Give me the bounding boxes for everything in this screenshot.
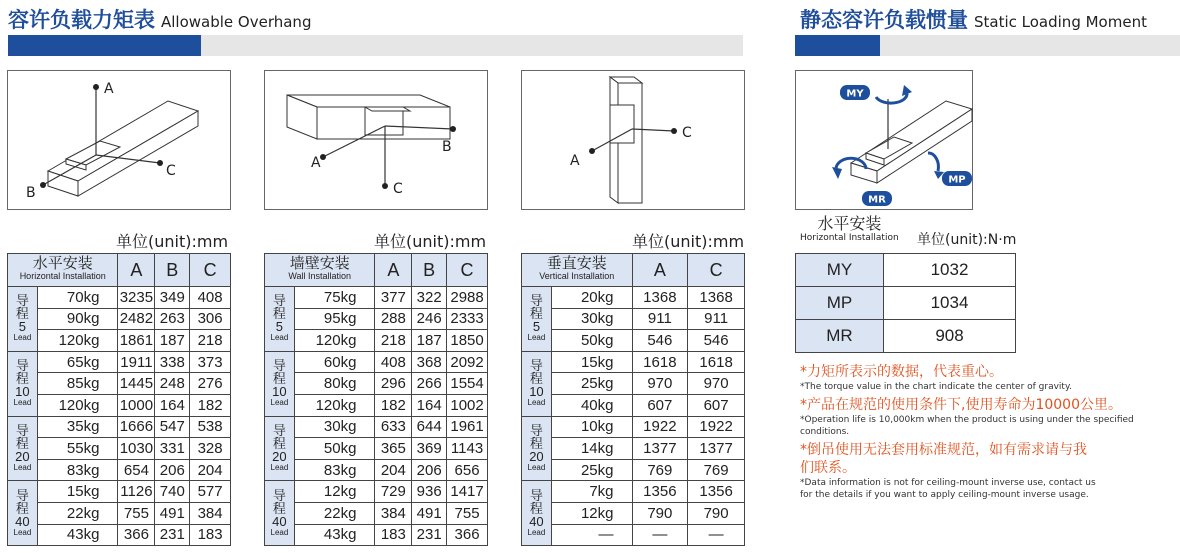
horizontal-install-diagram — [7, 70, 231, 210]
load-cell: 14kg — [551, 438, 632, 460]
value-cell: 369 — [412, 438, 447, 460]
value-cell: 1368 — [688, 287, 745, 309]
moment-title-zh: 静态容许负载惯量 — [800, 8, 968, 32]
load-cell: 50kg — [294, 438, 375, 460]
value-cell: 1377 — [688, 438, 745, 460]
label-my: MY — [846, 88, 864, 100]
moment-key: MR — [796, 320, 884, 353]
load-cell: 120kg — [37, 330, 118, 352]
value-cell: 491 — [412, 502, 447, 524]
col-header-c: C — [447, 254, 488, 287]
value-cell: 373 — [190, 351, 231, 373]
value-cell: 970 — [632, 373, 688, 395]
value-cell: 248 — [155, 373, 190, 395]
table-row — [522, 394, 745, 416]
load-cell: 10kg — [551, 416, 632, 438]
table-row — [265, 416, 488, 438]
table-row — [265, 459, 488, 481]
value-cell: 547 — [155, 416, 190, 438]
value-cell: — — [632, 524, 688, 546]
value-cell: 790 — [688, 502, 745, 524]
table-row — [522, 373, 745, 395]
load-cell: 43kg — [294, 524, 375, 546]
value-cell: 546 — [632, 330, 688, 352]
value-cell: 1850 — [447, 330, 488, 352]
table-row — [522, 416, 745, 438]
wall-install-diagram — [264, 70, 488, 210]
load-cell: 120kg — [294, 394, 375, 416]
value-cell: 338 — [155, 351, 190, 373]
label-c: C — [393, 181, 403, 197]
value-cell: 204 — [190, 459, 231, 481]
value-cell: 206 — [412, 459, 447, 481]
value-cell: 187 — [155, 330, 190, 352]
value-cell: 306 — [190, 308, 231, 330]
value-cell: 368 — [412, 351, 447, 373]
value-cell: 1861 — [118, 330, 155, 352]
label-a: A — [311, 155, 321, 171]
load-cell: 90kg — [37, 308, 118, 330]
value-cell: 607 — [632, 394, 688, 416]
table-row — [8, 287, 231, 309]
table-row — [265, 481, 488, 503]
load-cell: 70kg — [37, 287, 118, 309]
value-cell: 2333 — [447, 308, 488, 330]
note-zh: *产品在规范的使用条件下,使用寿命为10000公里。 — [800, 397, 1122, 413]
load-cell: 43kg — [37, 524, 118, 546]
table-row — [265, 394, 488, 416]
table-row — [265, 502, 488, 524]
col-header-a: A — [632, 254, 688, 287]
label-mp: MP — [948, 174, 966, 186]
load-cell: 30kg — [294, 416, 375, 438]
value-cell: 729 — [375, 481, 412, 503]
label-b: B — [442, 139, 452, 155]
value-cell: 164 — [155, 394, 190, 416]
col-header-b: B — [412, 254, 447, 287]
load-cell: — — [551, 524, 632, 546]
value-cell: 206 — [155, 459, 190, 481]
load-cell: 55kg — [37, 438, 118, 460]
notes — [800, 363, 1170, 504]
value-cell: 263 — [155, 308, 190, 330]
value-cell: 377 — [375, 287, 412, 309]
table-row — [522, 459, 745, 481]
value-cell: 1445 — [118, 373, 155, 395]
moment-key: MY — [796, 254, 884, 287]
value-cell: 2988 — [447, 287, 488, 309]
value-cell: 1368 — [632, 287, 688, 309]
lead-cell: 导 程 5 Lead — [265, 287, 295, 352]
lead-cell: 导 程 40 Lead — [265, 481, 295, 546]
value-cell: 164 — [412, 394, 447, 416]
load-cell: 12kg — [551, 502, 632, 524]
table-row — [522, 330, 745, 352]
moment-header-bar — [795, 35, 1180, 56]
value-cell: 1000 — [118, 394, 155, 416]
table-row — [8, 524, 231, 546]
value-cell: 1922 — [688, 416, 745, 438]
value-cell: 755 — [447, 502, 488, 524]
value-cell: 769 — [632, 459, 688, 481]
value-cell: 2482 — [118, 308, 155, 330]
value-cell: 3235 — [118, 287, 155, 309]
load-cell: 75kg — [294, 287, 375, 309]
value-cell: 296 — [375, 373, 412, 395]
value-cell: 366 — [118, 524, 155, 546]
value-cell: 654 — [118, 459, 155, 481]
value-cell: 349 — [155, 287, 190, 309]
lead-cell: 导 程 10 Lead — [265, 351, 295, 416]
value-cell: 1922 — [632, 416, 688, 438]
lead-cell: 导 程 10 Lead — [8, 351, 38, 416]
unit-label-horizontal: 单位(unit):mm — [116, 232, 229, 251]
table-row — [8, 394, 231, 416]
col-header-a: A — [118, 254, 155, 287]
overhang-title-en: Allowable Overhang — [161, 13, 312, 31]
load-cell: 80kg — [294, 373, 375, 395]
table-row — [522, 524, 745, 546]
value-cell: 204 — [375, 459, 412, 481]
value-cell: 1030 — [118, 438, 155, 460]
load-cell: 22kg — [37, 502, 118, 524]
value-cell: 1618 — [688, 351, 745, 373]
table-row — [8, 438, 231, 460]
col-header-a: A — [375, 254, 412, 287]
table-row — [8, 308, 231, 330]
table-row — [8, 330, 231, 352]
value-cell: 538 — [190, 416, 231, 438]
value-cell: 911 — [632, 308, 688, 330]
lead-cell: 导 程 40 Lead — [522, 481, 552, 546]
table-row — [265, 330, 488, 352]
vertical-install-table — [521, 253, 745, 546]
load-cell: 40kg — [551, 394, 632, 416]
overhang-header-bar — [8, 35, 743, 56]
load-cell: 60kg — [294, 351, 375, 373]
load-cell: 120kg — [37, 394, 118, 416]
value-cell: 1618 — [632, 351, 688, 373]
moment-install-label — [800, 216, 899, 244]
value-cell: 182 — [375, 394, 412, 416]
moment-value: 1034 — [884, 287, 1016, 320]
label-c: C — [682, 125, 692, 141]
value-cell: — — [688, 524, 745, 546]
lead-cell: 导 程 20 Lead — [522, 416, 552, 481]
note-zh: *力矩所表示的数据，代表重心。 — [800, 364, 1003, 380]
value-cell: 288 — [375, 308, 412, 330]
load-cell: 50kg — [551, 330, 632, 352]
moment-table — [795, 253, 1016, 353]
value-cell: 231 — [155, 524, 190, 546]
value-cell: 408 — [375, 351, 412, 373]
label-mr: MR — [868, 194, 886, 206]
unit-label-vertical: 单位(unit):mm — [632, 232, 745, 251]
install-type-header: 垂直安装 Vertical Installation — [522, 254, 633, 287]
value-cell: 607 — [688, 394, 745, 416]
value-cell: 1356 — [688, 481, 745, 503]
load-cell: 65kg — [37, 351, 118, 373]
value-cell: 970 — [688, 373, 745, 395]
value-cell: 1666 — [118, 416, 155, 438]
moment-value: 1032 — [884, 254, 1016, 287]
load-cell: 83kg — [37, 459, 118, 481]
value-cell: 1554 — [447, 373, 488, 395]
moment-diagram — [795, 70, 973, 210]
value-cell: 231 — [412, 524, 447, 546]
moment-value: 908 — [884, 320, 1016, 353]
value-cell: 218 — [190, 330, 231, 352]
overhang-title-zh: 容许负载力矩表 — [8, 8, 155, 32]
lead-cell: 导 程 20 Lead — [8, 416, 38, 481]
table-row — [8, 481, 231, 503]
value-cell: 1961 — [447, 416, 488, 438]
col-header-c: C — [190, 254, 231, 287]
value-cell: 183 — [375, 524, 412, 546]
overhang-header — [8, 4, 311, 34]
value-cell: 546 — [688, 330, 745, 352]
load-cell: 20kg — [551, 287, 632, 309]
value-cell: 755 — [118, 502, 155, 524]
horizontal-install-table — [7, 253, 231, 546]
value-cell: 2092 — [447, 351, 488, 373]
col-header-c: C — [688, 254, 745, 287]
table-row — [265, 373, 488, 395]
value-cell: 187 — [412, 330, 447, 352]
table-row — [265, 524, 488, 546]
load-cell: 15kg — [37, 481, 118, 503]
value-cell: 276 — [190, 373, 231, 395]
value-cell: 384 — [375, 502, 412, 524]
load-cell: 25kg — [551, 373, 632, 395]
value-cell: 1143 — [447, 438, 488, 460]
value-cell: 1911 — [118, 351, 155, 373]
load-cell: 95kg — [294, 308, 375, 330]
table-row — [796, 320, 1016, 353]
value-cell: 790 — [632, 502, 688, 524]
lead-cell: 导 程 10 Lead — [522, 351, 552, 416]
value-cell: 1356 — [632, 481, 688, 503]
table-row — [796, 254, 1016, 287]
moment-title-en: Static Loading Moment — [974, 13, 1147, 31]
table-row — [265, 351, 488, 373]
value-cell: 218 — [375, 330, 412, 352]
lead-cell: 导 程 5 Lead — [522, 287, 552, 352]
value-cell: 769 — [688, 459, 745, 481]
value-cell: 1377 — [632, 438, 688, 460]
load-cell: 35kg — [37, 416, 118, 438]
lead-cell: 导 程 40 Lead — [8, 481, 38, 546]
value-cell: 384 — [190, 502, 231, 524]
table-row — [796, 287, 1016, 320]
value-cell: 1126 — [118, 481, 155, 503]
value-cell: 328 — [190, 438, 231, 460]
lead-cell: 导 程 5 Lead — [8, 287, 38, 352]
value-cell: 246 — [412, 308, 447, 330]
value-cell: 1417 — [447, 481, 488, 503]
table-row — [522, 351, 745, 373]
value-cell: 322 — [412, 287, 447, 309]
value-cell: 182 — [190, 394, 231, 416]
value-cell: 740 — [155, 481, 190, 503]
load-cell: 85kg — [37, 373, 118, 395]
wall-install-table — [264, 253, 488, 546]
install-type-header: 墙壁安装 Wall Installation — [265, 254, 375, 287]
table-row — [8, 502, 231, 524]
moment-unit-label: 单位(unit):N·m — [917, 232, 1017, 248]
note-zh: *倒吊使用无法套用标准规范，如有需求请与我们联系。 — [800, 442, 1087, 476]
load-cell: 30kg — [551, 308, 632, 330]
table-row — [8, 373, 231, 395]
value-cell: 1002 — [447, 394, 488, 416]
load-cell: 15kg — [551, 351, 632, 373]
moment-install-en: Horizontal Installation — [800, 233, 899, 243]
col-header-b: B — [155, 254, 190, 287]
table-row — [522, 502, 745, 524]
load-cell: 12kg — [294, 481, 375, 503]
table-row — [522, 287, 745, 309]
moment-header — [800, 4, 1147, 34]
moment-install-zh: 水平安装 — [817, 214, 882, 233]
lead-cell: 导 程 20 Lead — [265, 416, 295, 481]
value-cell: 365 — [375, 438, 412, 460]
value-cell: 366 — [447, 524, 488, 546]
table-row — [522, 481, 745, 503]
value-cell: 408 — [190, 287, 231, 309]
table-row — [8, 416, 231, 438]
load-cell: 7kg — [551, 481, 632, 503]
table-row — [265, 287, 488, 309]
note-en: *The torque value in the chart indicate the center of gravity. — [800, 382, 1072, 392]
value-cell: 577 — [190, 481, 231, 503]
value-cell: 911 — [688, 308, 745, 330]
table-row — [265, 438, 488, 460]
table-row — [522, 308, 745, 330]
value-cell: 644 — [412, 416, 447, 438]
value-cell: 633 — [375, 416, 412, 438]
table-row — [8, 351, 231, 373]
label-b: B — [26, 185, 36, 201]
load-cell: 22kg — [294, 502, 375, 524]
load-cell: 25kg — [551, 459, 632, 481]
label-a: A — [570, 153, 580, 169]
value-cell: 266 — [412, 373, 447, 395]
load-cell: 83kg — [294, 459, 375, 481]
label-c: C — [166, 163, 176, 179]
unit-label-wall: 单位(unit):mm — [374, 232, 487, 251]
table-row — [522, 438, 745, 460]
note-en: *Data information is not for ceiling-mount inverse use, contact us for the details if you want to apply ceiling-mount inverse usage. — [800, 478, 1096, 500]
vertical-install-diagram — [521, 70, 745, 210]
value-cell: 331 — [155, 438, 190, 460]
note-en: *Operation life is 10,000km when the product is using under the specified conditions. — [800, 415, 1134, 437]
value-cell: 183 — [190, 524, 231, 546]
table-row — [265, 308, 488, 330]
value-cell: 936 — [412, 481, 447, 503]
table-row — [8, 459, 231, 481]
value-cell: 656 — [447, 459, 488, 481]
value-cell: 491 — [155, 502, 190, 524]
install-type-header: 水平安装 Horizontal Installation — [8, 254, 118, 287]
label-a: A — [104, 81, 114, 97]
load-cell: 120kg — [294, 330, 375, 352]
moment-key: MP — [796, 287, 884, 320]
